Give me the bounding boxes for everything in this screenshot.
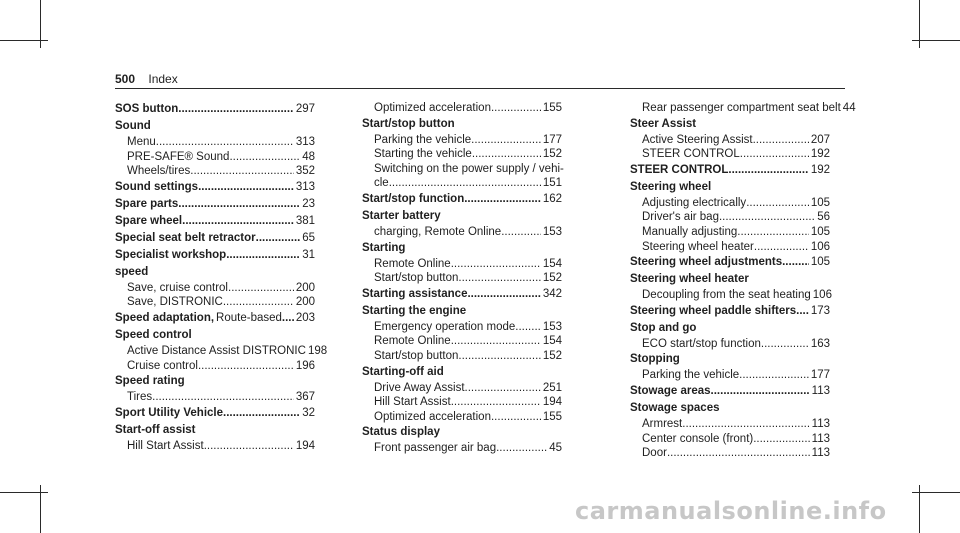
index-subentry-text: Front passenger air bag [374, 442, 497, 455]
index-subentry-text: Tires [127, 391, 153, 404]
page-ref: 196 [295, 359, 315, 372]
index-column-2 [362, 101, 562, 456]
page-ref: 207 [810, 133, 830, 146]
page-ref: 106 [810, 240, 830, 253]
index-heading [362, 286, 562, 303]
leader-dots [198, 179, 294, 196]
index-subentry-text: Emergency operation mode [374, 320, 516, 333]
page-ref: 162 [542, 192, 562, 205]
leader-dots [451, 395, 541, 410]
index-heading-text: Spare parts [115, 197, 179, 210]
leader-dots [739, 368, 809, 383]
index-entry [362, 191, 562, 208]
index-column-3 [630, 101, 856, 461]
index-heading: Stop and go [630, 321, 697, 334]
index-subentry [630, 240, 830, 255]
page-ref: 151 [542, 177, 562, 190]
index-heading: Stopping [630, 353, 680, 366]
index-subentry-text: Manually adjusting [642, 225, 738, 238]
index-entry [362, 208, 562, 240]
index-heading [115, 213, 315, 230]
index-entry [115, 196, 315, 213]
page-ref: 153 [542, 225, 562, 238]
index-subentry-text: Drive Away Assist [374, 381, 465, 394]
index-entry [630, 400, 830, 461]
index-heading: Starting [362, 241, 406, 254]
index-entry [630, 116, 830, 162]
index-subentry-text: Steering wheel heater [642, 240, 754, 253]
index-heading: Steering wheel [630, 180, 712, 193]
leader-dots [711, 383, 810, 400]
leader-dots [282, 310, 294, 327]
leader-dots [472, 147, 541, 162]
index-heading-text: SOS button [115, 103, 179, 115]
leader-dots [204, 439, 294, 454]
leader-dots [761, 337, 809, 352]
page-ref: 163 [810, 337, 830, 350]
index-subentry [362, 101, 562, 116]
page-ref: 105 [810, 196, 830, 209]
index-subentry [115, 390, 315, 405]
index-subentry-text: Optimized acceleration [374, 410, 491, 423]
index-subentry [362, 395, 562, 410]
index-entry [362, 116, 562, 191]
index-heading-text: Specialist workshop [115, 248, 227, 261]
page-ref: 381 [295, 214, 315, 227]
index-subentry [115, 439, 315, 454]
index-subentry-text: Center console (front) [642, 432, 754, 445]
leader-dots [152, 390, 294, 405]
index-entry [362, 303, 562, 364]
index-subentry [115, 150, 315, 165]
index-entry [630, 254, 830, 271]
leader-dots [451, 334, 541, 349]
index-heading-text: Sound settings [115, 180, 199, 193]
index-heading [630, 383, 830, 400]
index-subentry-text: Active Distance Assist DISTRONIC [127, 344, 306, 357]
page-ref: 173 [810, 304, 830, 317]
index-subentry-text: Start/stop button [374, 349, 459, 362]
index-subentry [630, 101, 856, 116]
leader-dots [737, 225, 809, 240]
page-ref: 152 [542, 349, 562, 362]
index-heading: Steer Assist [630, 117, 697, 130]
page-ref: 342 [542, 287, 562, 300]
page-ref: 44 [842, 102, 856, 114]
index-subentry-text: Driver's air bag [642, 211, 719, 224]
watermark: carmanualsonline.info [575, 497, 887, 525]
index-subentry-text: Save, DISTRONIC [127, 296, 223, 309]
index-entry [115, 101, 315, 118]
page-ref: 154 [542, 335, 562, 348]
index-entry [362, 424, 562, 456]
index-subentry [630, 210, 830, 225]
index-heading-text: Starting assistance [362, 287, 468, 300]
index-subentry-text: Menu [127, 136, 156, 148]
index-heading [115, 310, 315, 327]
index-entry [630, 383, 830, 400]
page-ref: 152 [542, 148, 562, 161]
index-heading-text: Special seat belt retractor [115, 231, 256, 244]
page-ref: 297 [295, 103, 315, 115]
page-ref: 105 [810, 225, 830, 238]
leader-dots [223, 295, 294, 310]
page-ref: 152 [542, 272, 562, 285]
crop-mark-bottom-left-horizontal [0, 492, 48, 493]
index-subentry-text: ECO start/stop function [642, 337, 761, 350]
leader-dots [458, 349, 540, 364]
index-entry [362, 364, 562, 425]
leader-dots [228, 281, 294, 296]
index-entry [630, 320, 830, 352]
index-subentry [115, 281, 315, 296]
index-subentry-text: cle [374, 177, 389, 190]
index-heading [630, 254, 830, 271]
index-subentry-text: Hill Start Assist [127, 439, 204, 452]
leader-dots [491, 410, 541, 425]
page-ref: 198 [307, 344, 328, 357]
index-subentry [630, 288, 830, 303]
index-heading: Starter battery [362, 209, 441, 222]
index-subentry [630, 432, 830, 447]
index-subentry-text: Remote Online [374, 335, 451, 348]
index-subentry-text: Decoupling from the seat heating [642, 289, 811, 302]
index-subentry-text: Adjusting electrically [642, 196, 747, 209]
page-ref: 106 [812, 289, 832, 302]
leader-dots [471, 133, 541, 148]
index-column-1 [115, 101, 328, 453]
index-heading [630, 162, 830, 179]
index-heading [630, 303, 830, 320]
index-subentry [362, 381, 562, 396]
index-heading-text: Steering wheel adjustments [630, 256, 783, 269]
index-subentry [362, 441, 562, 456]
index-subentry [630, 446, 830, 461]
page-number: 500 [115, 72, 136, 86]
index-subentry [630, 368, 830, 383]
leader-dots [256, 230, 301, 247]
index-subentry-text: Parking the vehicle [374, 133, 472, 146]
index-subentry-text: Cruise control [127, 359, 198, 372]
index-subentry-text: Save, cruise control [127, 281, 228, 294]
index-subentry [362, 176, 562, 191]
index-heading [115, 230, 315, 247]
index-entry [115, 327, 328, 373]
index-subentry [630, 337, 830, 352]
index-entry [115, 247, 315, 264]
index-heading [115, 179, 315, 196]
index-entry [115, 422, 315, 454]
leader-dots [465, 381, 541, 396]
leader-dots [198, 359, 294, 374]
page-ref: 313 [295, 180, 315, 193]
leader-dots [467, 286, 540, 303]
index-subentry-text: Remote Online [374, 257, 451, 270]
leader-dots [501, 225, 541, 240]
leader-dots [491, 101, 541, 116]
page-ref: 32 [302, 406, 315, 419]
index-subentry [630, 417, 830, 432]
page-ref: 48 [302, 150, 315, 163]
index-subentry-text: Active Steering Assist [642, 133, 753, 146]
leader-dots [223, 405, 300, 422]
index-heading-suffix: Route-based [216, 311, 282, 324]
index-heading [115, 196, 315, 213]
leader-dots [229, 150, 300, 165]
page-ref: 194 [542, 396, 562, 409]
page-ref: 177 [542, 133, 562, 146]
leader-dots [226, 247, 300, 264]
index-entry [362, 240, 562, 286]
page-ref: 155 [542, 102, 562, 114]
index-entry [630, 101, 856, 116]
index-subentry [362, 349, 562, 364]
page-ref: 200 [295, 281, 315, 294]
leader-dots [782, 254, 809, 271]
index-heading: Sound [115, 120, 151, 132]
page-ref: 192 [810, 163, 830, 176]
index-heading [362, 191, 562, 208]
crop-mark-bottom-right-horizontal [912, 492, 960, 493]
crop-mark-top-right-horizontal [912, 40, 960, 41]
index-subentry [630, 196, 830, 211]
page-ref: 56 [817, 211, 830, 224]
leader-dots [796, 303, 809, 320]
index-subentry-text: Starting the vehicle [374, 148, 472, 161]
page-ref: 203 [295, 311, 315, 324]
index-subentry [362, 334, 562, 349]
page-ref: 31 [302, 248, 315, 261]
page-ref: 251 [542, 381, 562, 394]
index-subentry: Switching on the power supply / vehi- [374, 162, 564, 175]
leader-dots [667, 446, 810, 461]
leader-dots [190, 164, 294, 179]
page-ref: 113 [811, 417, 830, 430]
index-entry [115, 310, 315, 327]
index-heading-text: Spare wheel [115, 214, 183, 227]
index-subentry [115, 164, 315, 179]
index-subentry [362, 133, 562, 148]
leader-dots [496, 441, 547, 456]
index-heading: Starting the engine [362, 304, 467, 317]
index-heading: Status display [362, 426, 440, 439]
leader-dots [682, 417, 809, 432]
index-heading: Starting-off aid [362, 365, 444, 378]
page-ref: 65 [302, 231, 315, 244]
index-subentry-text: Door [642, 447, 667, 460]
section-title: Index [148, 72, 178, 86]
index-entry [362, 101, 562, 116]
index-subentry [362, 271, 562, 286]
index-entry [630, 303, 830, 320]
leader-dots [458, 271, 540, 286]
index-subentry-text: Optimized acceleration [374, 102, 491, 114]
index-subentry-text: Rear passenger compartment seat belt [642, 102, 841, 114]
leader-dots [753, 432, 809, 447]
leader-dots [464, 191, 541, 208]
index-subentry-text: charging, Remote Online [374, 225, 502, 238]
index-subentry-text: Start/stop button [374, 272, 459, 285]
crop-mark-top-left-horizontal [0, 40, 48, 41]
page-ref: 155 [542, 410, 562, 423]
page-ref: 177 [810, 369, 830, 382]
leader-dots [728, 162, 808, 179]
index-heading: Start-off assist [115, 423, 196, 436]
page-ref: 367 [295, 391, 315, 404]
index-subentry-text: Armrest [642, 417, 683, 430]
index-heading [115, 405, 315, 422]
leader-dots [389, 176, 541, 191]
index-entry [630, 271, 830, 303]
page-ref: 23 [302, 197, 315, 210]
index-subentry-text: Parking the vehicle [642, 369, 740, 382]
index-heading-text: Start/stop function [362, 192, 465, 205]
index-subentry [362, 320, 562, 335]
index-subentry [362, 147, 562, 162]
leader-dots [178, 101, 294, 118]
index-entry [115, 213, 315, 230]
index-heading-text: Sport Utility Vehicle [115, 406, 223, 419]
index-subentry-text: STEER CONTROL [642, 148, 740, 161]
index-subentry [362, 225, 562, 240]
index-heading-text: Stowage areas [630, 384, 711, 397]
page-ref: 113 [811, 384, 830, 397]
header-divider [115, 88, 845, 89]
leader-dots [746, 196, 809, 211]
index-heading: Speed control [115, 328, 192, 341]
page-ref: 113 [811, 447, 830, 460]
index-entry [115, 373, 315, 405]
leader-dots [740, 147, 809, 162]
page-ref: 154 [542, 257, 562, 270]
index-entry [115, 405, 315, 422]
index-heading-text: Speed adaptation, [115, 311, 215, 324]
leader-dots [182, 213, 294, 230]
index-subentry [115, 135, 315, 150]
page-ref: 153 [542, 320, 562, 333]
index-heading: Speed rating [115, 375, 185, 388]
page-ref: 194 [295, 439, 315, 452]
page-ref: 45 [549, 442, 562, 455]
index-heading-text: STEER CONTROL [630, 163, 729, 176]
index-heading: Steering wheel heater [630, 273, 749, 286]
index-entry [115, 230, 315, 247]
index-entry [630, 179, 830, 254]
index-subentry [630, 225, 830, 240]
index-subentry [362, 410, 562, 425]
leader-dots [515, 320, 541, 335]
index-subentry [115, 295, 315, 310]
index-heading [115, 247, 315, 264]
index-subentry-text: Wheels/tires [127, 165, 191, 178]
index-subentry [362, 257, 562, 272]
index-subentry [115, 359, 315, 374]
index-subentry [115, 344, 328, 359]
index-heading: Stowage spaces [630, 401, 720, 414]
index-entry [630, 162, 830, 179]
index-heading [115, 101, 315, 118]
leader-dots [753, 133, 809, 148]
index-entry [362, 286, 562, 303]
page-ref: 200 [295, 296, 315, 309]
index-entry [115, 264, 315, 310]
page-ref: 105 [810, 256, 830, 269]
leader-dots [451, 257, 541, 272]
index-entry [115, 179, 315, 196]
index-heading-text: Steering wheel paddle shifters [630, 304, 797, 317]
index-entry [115, 118, 315, 179]
index-heading: speed [115, 265, 149, 278]
page-ref: 352 [295, 165, 315, 178]
page-ref: 313 [295, 136, 315, 148]
leader-dots [754, 240, 809, 255]
index-subentry [630, 147, 830, 162]
leader-dots [719, 210, 815, 225]
index-subentry-text: PRE-SAFE® Sound [127, 150, 230, 163]
index-entry [630, 351, 830, 383]
page-ref: 113 [811, 432, 830, 445]
page-header [115, 72, 178, 86]
index-subentry-text: Hill Start Assist [374, 396, 451, 409]
leader-dots [178, 196, 300, 213]
page-ref: 192 [810, 148, 830, 161]
index-subentry [630, 133, 830, 148]
leader-dots [156, 135, 294, 150]
index-heading: Start/stop button [362, 117, 455, 130]
